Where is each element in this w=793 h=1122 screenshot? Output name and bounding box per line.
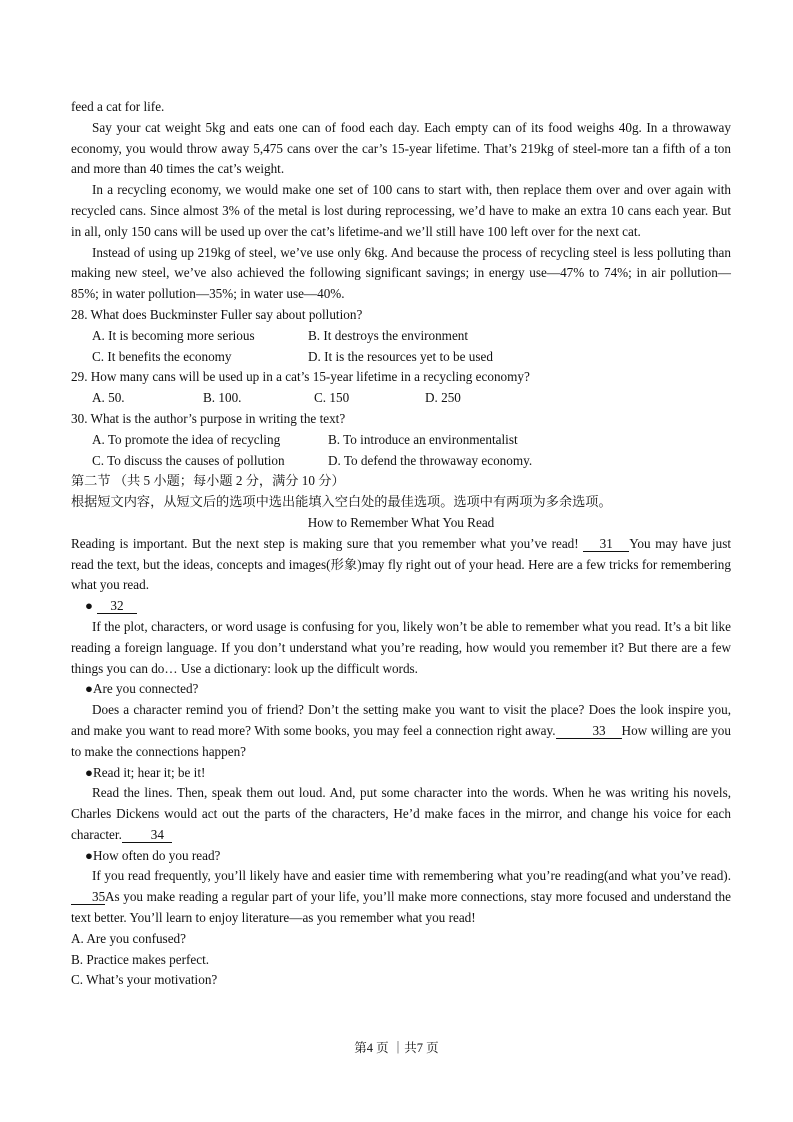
blank-31[interactable]: 31 xyxy=(583,537,629,552)
choice-a[interactable]: A. Are you confused? xyxy=(71,930,186,946)
blank-32[interactable]: 32 xyxy=(97,599,137,614)
paragraph: Say your cat weight 5kg and eats one can of food each day. Each empty can of its food weighs 40g. In a throwaway economy, you would throw away 5,475 cans over the car’s 15-year lifetime. That’s 219kg of steel-more tan a fifth of a ton and more than 40 times the cat’s weight. xyxy=(71,119,731,177)
question-30-options xyxy=(71,451,731,472)
page-footer: 第4 页 ｜共7 页 xyxy=(354,1041,439,1055)
blank-33[interactable]: 33 xyxy=(556,724,622,739)
option-d[interactable]: D. 250 xyxy=(425,390,461,406)
question-30-stem: 30. What is the author’s purpose in writing the text? xyxy=(71,410,346,426)
option-d[interactable]: D. It is the resources yet to be used xyxy=(308,348,493,364)
option-c[interactable]: C. To discuss the causes of pollution xyxy=(92,452,285,468)
option-c[interactable]: C. It benefits the economy xyxy=(92,348,232,364)
passage-title: How to Remember What You Read xyxy=(307,514,495,530)
question-28-stem: 28. What does Buckminster Fuller say about pollution? xyxy=(71,306,363,322)
paragraph xyxy=(71,534,731,596)
choice-c[interactable]: C. What’s your motivation? xyxy=(71,972,218,988)
text-run: If you read frequently, you’ll likely have and easier time with remembering what you’re reading(and what you’ve read). xyxy=(92,868,731,884)
section-header: 第二节 （共 5 小题；每小题 2 分，满分 10 分） xyxy=(71,473,345,489)
option-c[interactable]: C. 150 xyxy=(314,390,350,406)
question-29-stem: 29. How many cans will be used up in a cat’s 15-year lifetime in a recycling economy? xyxy=(71,369,530,385)
text-run: Reading is important. But the next step is making sure that you remember what you’ve read! xyxy=(71,535,584,551)
text-run: You may have just read the text, but the ideas, concepts and images(形象)may fly right out of your head. Here are a few tricks for remembering what you read. xyxy=(71,535,731,593)
paragraph xyxy=(71,866,731,928)
option-a[interactable]: A. To promote the idea of recycling xyxy=(92,431,281,447)
question-29-options xyxy=(71,388,731,409)
paragraph xyxy=(71,783,731,845)
question-28-options xyxy=(71,347,731,368)
text-run: How willing are you to make the connections happen? xyxy=(71,722,731,759)
option-b[interactable]: B. It destroys the environment xyxy=(308,327,469,343)
bullet-icon: ● xyxy=(85,598,93,614)
question-30-options xyxy=(71,430,731,451)
option-b[interactable]: B. 100. xyxy=(203,390,242,406)
choice-b[interactable]: B. Practice makes perfect. xyxy=(71,951,210,967)
paragraph: In a recycling economy, we would make one set of 100 cans to start with, then replace them over and over again with recycled cans. Since almost 3% of the metal is lost during reprocessing, we’d have to make an extra 10 cans each year. But in all, only 150 cans will be used up over the cat’s lifetime-and we’ll still have 100 left over for the next cat. xyxy=(71,182,731,239)
option-a[interactable]: A. 50. xyxy=(92,390,125,406)
option-d[interactable]: D. To defend the throwaway economy. xyxy=(328,452,533,468)
page-content xyxy=(71,97,731,991)
bullet-heading: ●How often do you read? xyxy=(85,847,221,863)
paragraph: Instead of using up 219kg of steel, we’ve use only 6kg. And because the process of recycling steel is less polluting than making new steel, we’ve also achieved the following significant savings; in energy use—47% to 74%; in air pollution—85%; in water pollution—35%; in water use—40%. xyxy=(71,244,731,302)
bullet-heading: ●Are you connected? xyxy=(85,681,199,697)
paragraph: If the plot, characters, or word usage is confusing for you, likely won’t be able to remember what you read. It’s a bit like reading a foreign language. If you don’t understand what you’re reading, how would you remember it? But there are a few things you can do… Use a dictionary: look up the difficult words. xyxy=(71,618,731,676)
text-run: Does a character remind you of friend? Don’t the setting make you want to visit the place? Does the look inspire you, and make you want to read more? With some books, you may feel a connection right away. xyxy=(71,702,731,738)
bullet-heading: ●Read it; hear it; be it! xyxy=(85,764,206,780)
text-run: Read the lines. Then, speak them out loud. And, put some character into the words. When he was writing his novels, Charles Dickens would act out the parts of the characters, He’d make faces in the mirror, and change his voice for each character. xyxy=(71,785,731,842)
text-line: feed a cat for life. xyxy=(71,99,165,114)
question-28-options xyxy=(71,326,731,347)
blank-34[interactable]: 34 xyxy=(122,828,172,843)
option-a[interactable]: A. It is becoming more serious xyxy=(92,327,255,343)
bullet-heading xyxy=(71,596,731,617)
text-run: As you make reading a regular part of your life, you’ll make more connections, stay more focused and understand the text better. You’ll learn to enjoy literature—as you remember what you read! xyxy=(71,889,731,926)
option-b[interactable]: B. To introduce an environmentalist xyxy=(328,431,518,447)
paragraph xyxy=(71,700,731,762)
blank-35[interactable]: 35 xyxy=(71,890,105,905)
section-instruction: 根据短文内容，从短文后的选项中选出能填入空白处的最佳选项。选项中有两项为多余选项。 xyxy=(71,494,612,510)
